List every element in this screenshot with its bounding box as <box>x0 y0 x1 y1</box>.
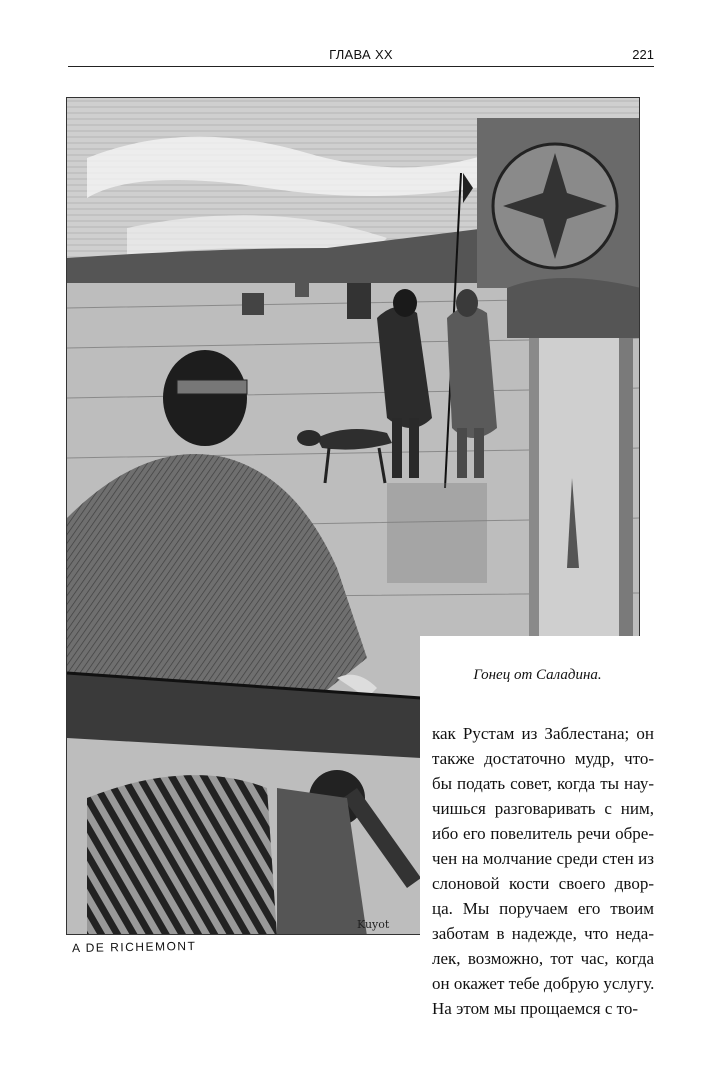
body-line: заботам в надежде, что неда- <box>432 924 654 943</box>
chapter-title: ГЛАВА XX <box>329 47 393 62</box>
artist-signature: A DE RICHEMONT <box>71 938 197 956</box>
illustration-caption: Гонец от Саладина. <box>473 667 602 683</box>
body-line: лек, возможно, тот час, когда <box>432 949 654 968</box>
body-line: бы подать совет, когда ты нау- <box>432 774 654 793</box>
distant-figures <box>242 293 264 315</box>
body-line: как Рустам из Заблестана; он <box>432 724 654 743</box>
body-line: он окажет тебе добрую услугу. <box>432 974 655 993</box>
striped-cushion <box>87 775 367 935</box>
engraver-mark: Kuyot <box>357 918 390 931</box>
body-line: чишься разговаривать с ним, <box>432 799 654 818</box>
body-line: чен на молчание среди стен из <box>432 849 654 868</box>
body-line: На этом мы прощаемся с то- <box>432 999 639 1018</box>
running-head <box>68 44 654 67</box>
body-text <box>432 721 654 1021</box>
body-line: ибо его повелитель речи обре- <box>432 824 654 843</box>
body-line: ца. Мы поручаем его твоим <box>432 899 654 918</box>
body-line: слоновой кости своего двор- <box>432 874 654 893</box>
reflections <box>387 483 487 583</box>
page-number: 221 <box>632 47 654 62</box>
body-line: также достаточно мудр, что- <box>432 749 654 768</box>
